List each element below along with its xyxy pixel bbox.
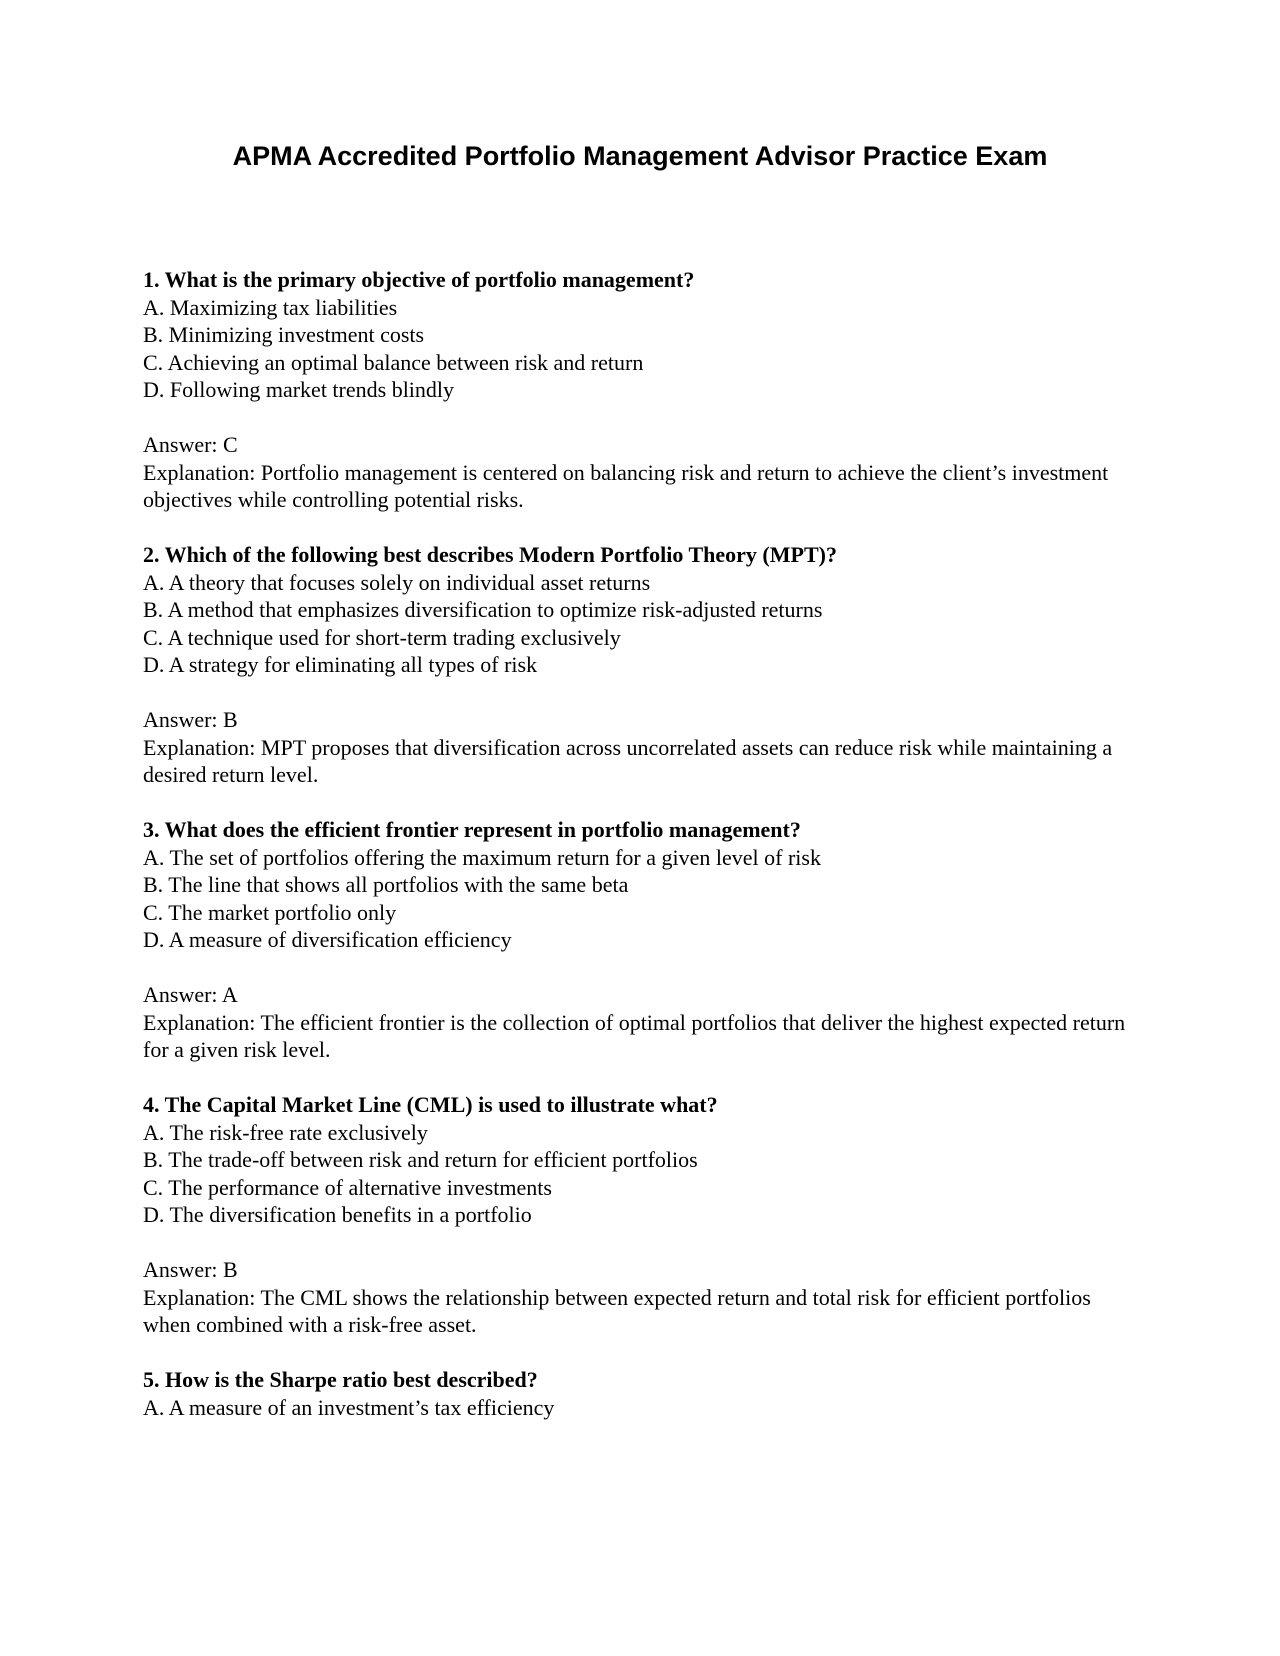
question-text: 4. The Capital Market Line (CML) is used to illustrate what? [143,1092,718,1118]
option-text: D. Following market trends blindly [143,377,455,403]
option-text: B. The trade-off between risk and return for efficient portfolios [143,1147,698,1173]
option-text: C. The performance of alternative investments [143,1174,552,1200]
option-text: C. Achieving an optimal balance between risk and return [143,349,644,375]
option-text: D. A measure of diversification efficiency [143,927,512,953]
option-text: A. Maximizing tax liabilities [143,294,398,320]
option-text: B. Minimizing investment costs [143,322,425,348]
answer-text: Answer: A [143,982,238,1008]
option-text: B. A method that emphasizes diversification to optimize risk-adjusted returns [143,597,823,623]
question-block [143,266,1137,514]
option-text: A. A theory that focuses solely on individual asset returns [143,569,651,595]
question-text: 1. What is the primary objective of portfolio management? [143,267,695,293]
option-text: C. A technique used for short-term trading exclusively [143,624,621,650]
questions-container [143,266,1137,1421]
option-text: D. A strategy for eliminating all types of risk [143,652,538,678]
question-block [143,816,1137,1064]
answer-text: Answer: B [143,707,238,733]
question-block [143,1091,1137,1339]
explanation-text: Explanation: The efficient frontier is the collection of optimal portfolios that deliver the highest expected return for a given risk level. [143,1009,1126,1063]
explanation-text: Explanation: MPT proposes that diversification across uncorrelated assets can reduce risk while maintaining a desired return level. [143,734,1113,788]
option-text: B. The line that shows all portfolios with the same beta [143,872,629,898]
explanation-text: Explanation: The CML shows the relationship between expected return and total risk for efficient portfolios when combined with a risk-free asset. [143,1284,1091,1338]
question-text: 2. Which of the following best describes Modern Portfolio Theory (MPT)? [143,542,837,568]
option-text: C. The market portfolio only [143,899,397,925]
explanation-text: Explanation: Portfolio management is centered on balancing risk and return to achieve the client’s investment objectives while controlling potential risks. [143,459,1109,513]
question-block [143,541,1137,789]
answer-text: Answer: C [143,432,238,458]
option-text: A. The risk-free rate exclusively [143,1119,428,1145]
question-text: 5. How is the Sharpe ratio best described? [143,1367,538,1393]
question-text: 3. What does the efficient frontier represent in portfolio management? [143,817,801,843]
option-text: A. A measure of an investment’s tax efficiency [143,1394,555,1420]
page-title: APMA Accredited Portfolio Management Advisor Practice Exam [232,141,1048,171]
option-text: D. The diversification benefits in a portfolio [143,1202,532,1228]
option-text: A. The set of portfolios offering the maximum return for a given level of risk [143,844,821,870]
answer-text: Answer: B [143,1257,238,1283]
question-block [143,1366,1137,1421]
